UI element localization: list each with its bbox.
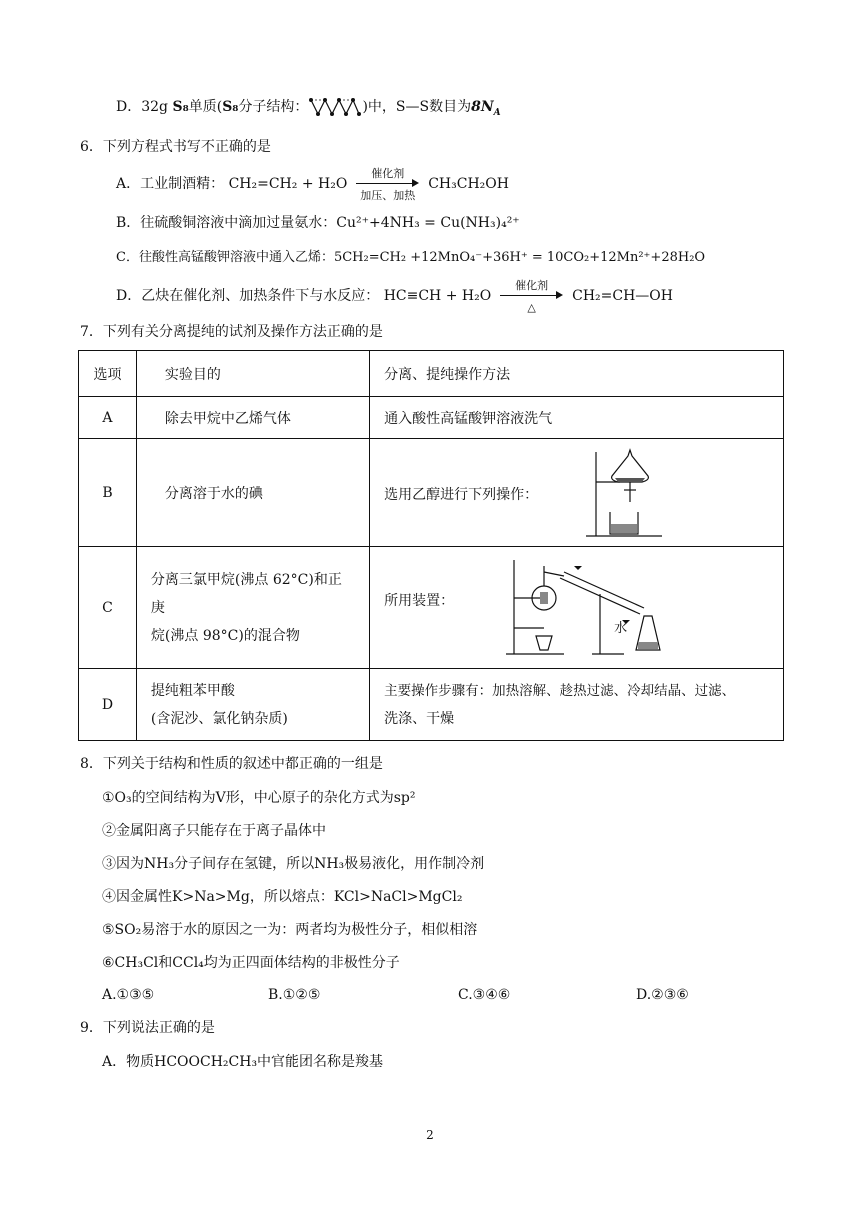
q8-item-2: ②金属阳离子只能存在于离子晶体中 — [102, 823, 326, 839]
row-d-purpose — [136, 669, 369, 741]
q8-stem: 8．下列关于结构和性质的叙述中都正确的一组是 — [80, 756, 383, 772]
header-method: 分离、提纯操作方法 — [370, 351, 784, 397]
row-c-purpose-line1: 分离三氯甲烷(沸点 62°C)和正庚 — [150, 571, 342, 616]
row-d-method-line2: 洗涤、干燥 — [384, 710, 455, 727]
row-b-opt: B — [79, 439, 137, 547]
row-b-method-cell — [370, 439, 784, 547]
q6d-label: D．乙炔在催化剂、加热条件下与水反应： — [116, 288, 380, 304]
q8-option-c: C.③④⑥ — [458, 987, 511, 1003]
row-c-method: 所用装置： — [384, 592, 455, 609]
q6a-arrow-top: 催化剂 — [371, 167, 405, 180]
q5-option-d — [116, 96, 501, 118]
q6a-label: A．工业制酒精： — [116, 176, 225, 192]
q6d-left: HC≡CH + H₂O — [383, 288, 492, 304]
q8-option-d: D.②③⑥ — [636, 987, 689, 1003]
q8-item-3: ③因为NH₃分子间存在氢键，所以NH₃极易液化，用作制冷剂 — [102, 856, 485, 872]
reaction-arrow-d — [500, 279, 564, 314]
q7-table — [78, 350, 784, 741]
row-a-method: 通入酸性高锰酸钾溶液洗气 — [370, 397, 784, 439]
row-c-method-cell — [370, 547, 784, 669]
q8-item-1: ①O₃的空间结构为V形，中心原子的杂化方式为sp² — [102, 790, 416, 806]
q6a-left: CH₂=CH₂ + H₂O — [228, 176, 348, 192]
q6-stem: 6．下列方程式书写不正确的是 — [80, 139, 271, 155]
q5d-na-sub: A — [493, 107, 501, 118]
q5d-mid2: 分子结构： — [238, 99, 309, 115]
q6a-right: CH₃CH₂OH — [428, 176, 509, 192]
q5d-mid1: 单质( — [188, 99, 223, 115]
row-d-purpose-line2: (含泥沙、氯化钠杂质) — [150, 710, 288, 727]
q5d-na — [471, 99, 501, 118]
s8-structure-image — [308, 96, 362, 118]
page-number: 2 — [426, 1128, 434, 1142]
row-d-method — [370, 669, 784, 741]
table-header-row — [79, 351, 784, 397]
row-d-purpose-line1: 提纯粗苯甲酸 — [150, 682, 235, 699]
q8-option-b: B.①②⑤ — [268, 987, 321, 1003]
q8-item-5: ⑤SO₂易溶于水的原因之一为：两者均为极性分子，相似相溶 — [102, 922, 478, 938]
row-c-opt: C — [79, 547, 137, 669]
q7-stem: 7．下列有关分离提纯的试剂及操作方法正确的是 — [80, 324, 383, 340]
row-d-opt: D — [79, 669, 137, 741]
q6d-arrow-top: 催化剂 — [515, 279, 549, 292]
q6d-right: CH₂=CH—OH — [572, 288, 673, 304]
row-b-purpose: 分离溶于水的碘 — [136, 439, 369, 547]
row-c-purpose-line2: 烷(沸点 98°C)的混合物 — [150, 627, 300, 644]
distillation-apparatus-image — [504, 552, 684, 662]
q6-option-b: B．往硫酸铜溶液中滴加过量氨水：Cu²⁺+4NH₃ = Cu(NH₃)₄²⁺ — [116, 215, 520, 231]
header-option: 选项 — [79, 351, 137, 397]
q6a-arrow-bottom: 加压、加热 — [360, 189, 416, 202]
q8-item-6: ⑥CH₃Cl和CCl₄均为正四面体结构的非极性分子 — [102, 955, 400, 971]
q6-option-c: C．往酸性高锰酸钾溶液中通入乙烯：5CH₂=CH₂ +12MnO₄⁻+36H⁺ = 10CO₂+12Mn²⁺+28H₂O — [116, 250, 706, 265]
row-b-method: 选用乙醇进行下列操作： — [384, 486, 539, 503]
q5d-na-main: 8N — [471, 99, 494, 115]
row-a-purpose: 除去甲烷中乙烯气体 — [136, 397, 369, 439]
q5d-after: )中，S—S数目为 — [362, 99, 472, 115]
q6-option-d — [116, 279, 673, 314]
row-c-purpose — [136, 547, 369, 669]
q5d-s8: S₈ — [172, 99, 189, 115]
q5d-s8b: S₈ — [222, 99, 239, 115]
q5d-label: D．32g — [116, 99, 169, 115]
q6-option-a — [116, 167, 509, 202]
table-row — [79, 439, 784, 547]
reaction-arrow-a — [356, 167, 420, 202]
table-row — [79, 547, 784, 669]
header-purpose: 实验目的 — [136, 351, 369, 397]
table-row — [79, 397, 784, 439]
water-label: 水 — [614, 620, 628, 636]
q8-item-4: ④因金属性K>Na>Mg，所以熔点：KCl>NaCl>MgCl₂ — [102, 889, 463, 905]
row-a-opt: A — [79, 397, 137, 439]
q9-stem: 9．下列说法正确的是 — [80, 1020, 215, 1036]
row-d-method-line1: 主要操作步骤有：加热溶解、趁热过滤、冷却结晶、过滤、 — [384, 682, 736, 699]
table-row — [79, 669, 784, 741]
q8-option-a: A.①③⑤ — [102, 987, 155, 1003]
separatory-funnel-image — [582, 442, 672, 542]
q6d-arrow-bottom: △ — [527, 301, 536, 314]
q9-option-a: A．物质HCOOCH₂CH₃中官能团名称是羧基 — [102, 1054, 384, 1070]
